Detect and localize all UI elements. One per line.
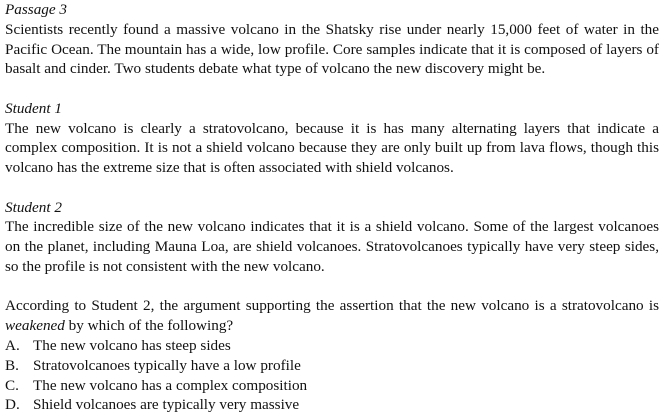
student1-section xyxy=(5,99,659,178)
student2-heading: Student 2 xyxy=(5,198,62,216)
question-section xyxy=(5,296,659,415)
option-text: The new volcano has steep sides xyxy=(33,336,231,354)
option-text: Shield volcanoes are typically very massive xyxy=(33,396,300,414)
passage-section xyxy=(5,0,659,79)
student2-section xyxy=(5,198,659,277)
passage-text: Scientists recently found a massive volcano in the Shatsky rise under nearly 15,000 feet of water in the Pacific Ocean. The mountain has a wide, low profile. Core samples indicate that it is composed of layers of basalt and cinder. Two students debate what type of volcano the new discovery might be. xyxy=(5,20,659,78)
question-stem-after: by which of the following? xyxy=(64,317,234,335)
option-text: Stratovolcanoes typically have a low profile xyxy=(33,356,301,374)
answer-option-d[interactable] xyxy=(5,395,659,415)
answer-option-c[interactable] xyxy=(5,376,659,396)
spacer xyxy=(5,277,659,297)
question-stem-emphasis: weakened xyxy=(5,317,65,335)
answer-options xyxy=(5,336,659,415)
option-letter: B. xyxy=(5,356,19,374)
student1-heading: Student 1 xyxy=(5,99,62,117)
answer-option-b[interactable] xyxy=(5,356,659,376)
option-letter: A. xyxy=(5,336,20,354)
document-page xyxy=(5,0,659,415)
student2-text: The incredible size of the new volcano indicates that it is a shield volcano. Some of the largest volcanoes on the planet, including Mauna Loa, are shield volcanoes. Stratovolcanoes typically have very steep sides, so the profile is not consistent with the new volcano. xyxy=(5,218,659,275)
spacer xyxy=(5,178,659,198)
option-letter: D. xyxy=(5,396,20,414)
spacer xyxy=(5,79,659,99)
question-stem xyxy=(5,296,659,336)
option-text: The new volcano has a complex composition xyxy=(33,376,308,394)
student1-text: The new volcano is clearly a stratovolcano, because it is has many alternating layers that indicate a complex composition. It is not a shield volcano because they are only built up from lava flows, though this volcano has the extreme size that is often associated with shield volcanos. xyxy=(5,119,659,177)
answer-option-a[interactable] xyxy=(5,336,659,356)
option-letter: C. xyxy=(5,376,19,394)
passage-heading: Passage 3 xyxy=(5,1,68,18)
question-stem-before: According to Student 2, the argument supporting the assertion that the new volcano is a stratovolcano is xyxy=(5,297,659,315)
